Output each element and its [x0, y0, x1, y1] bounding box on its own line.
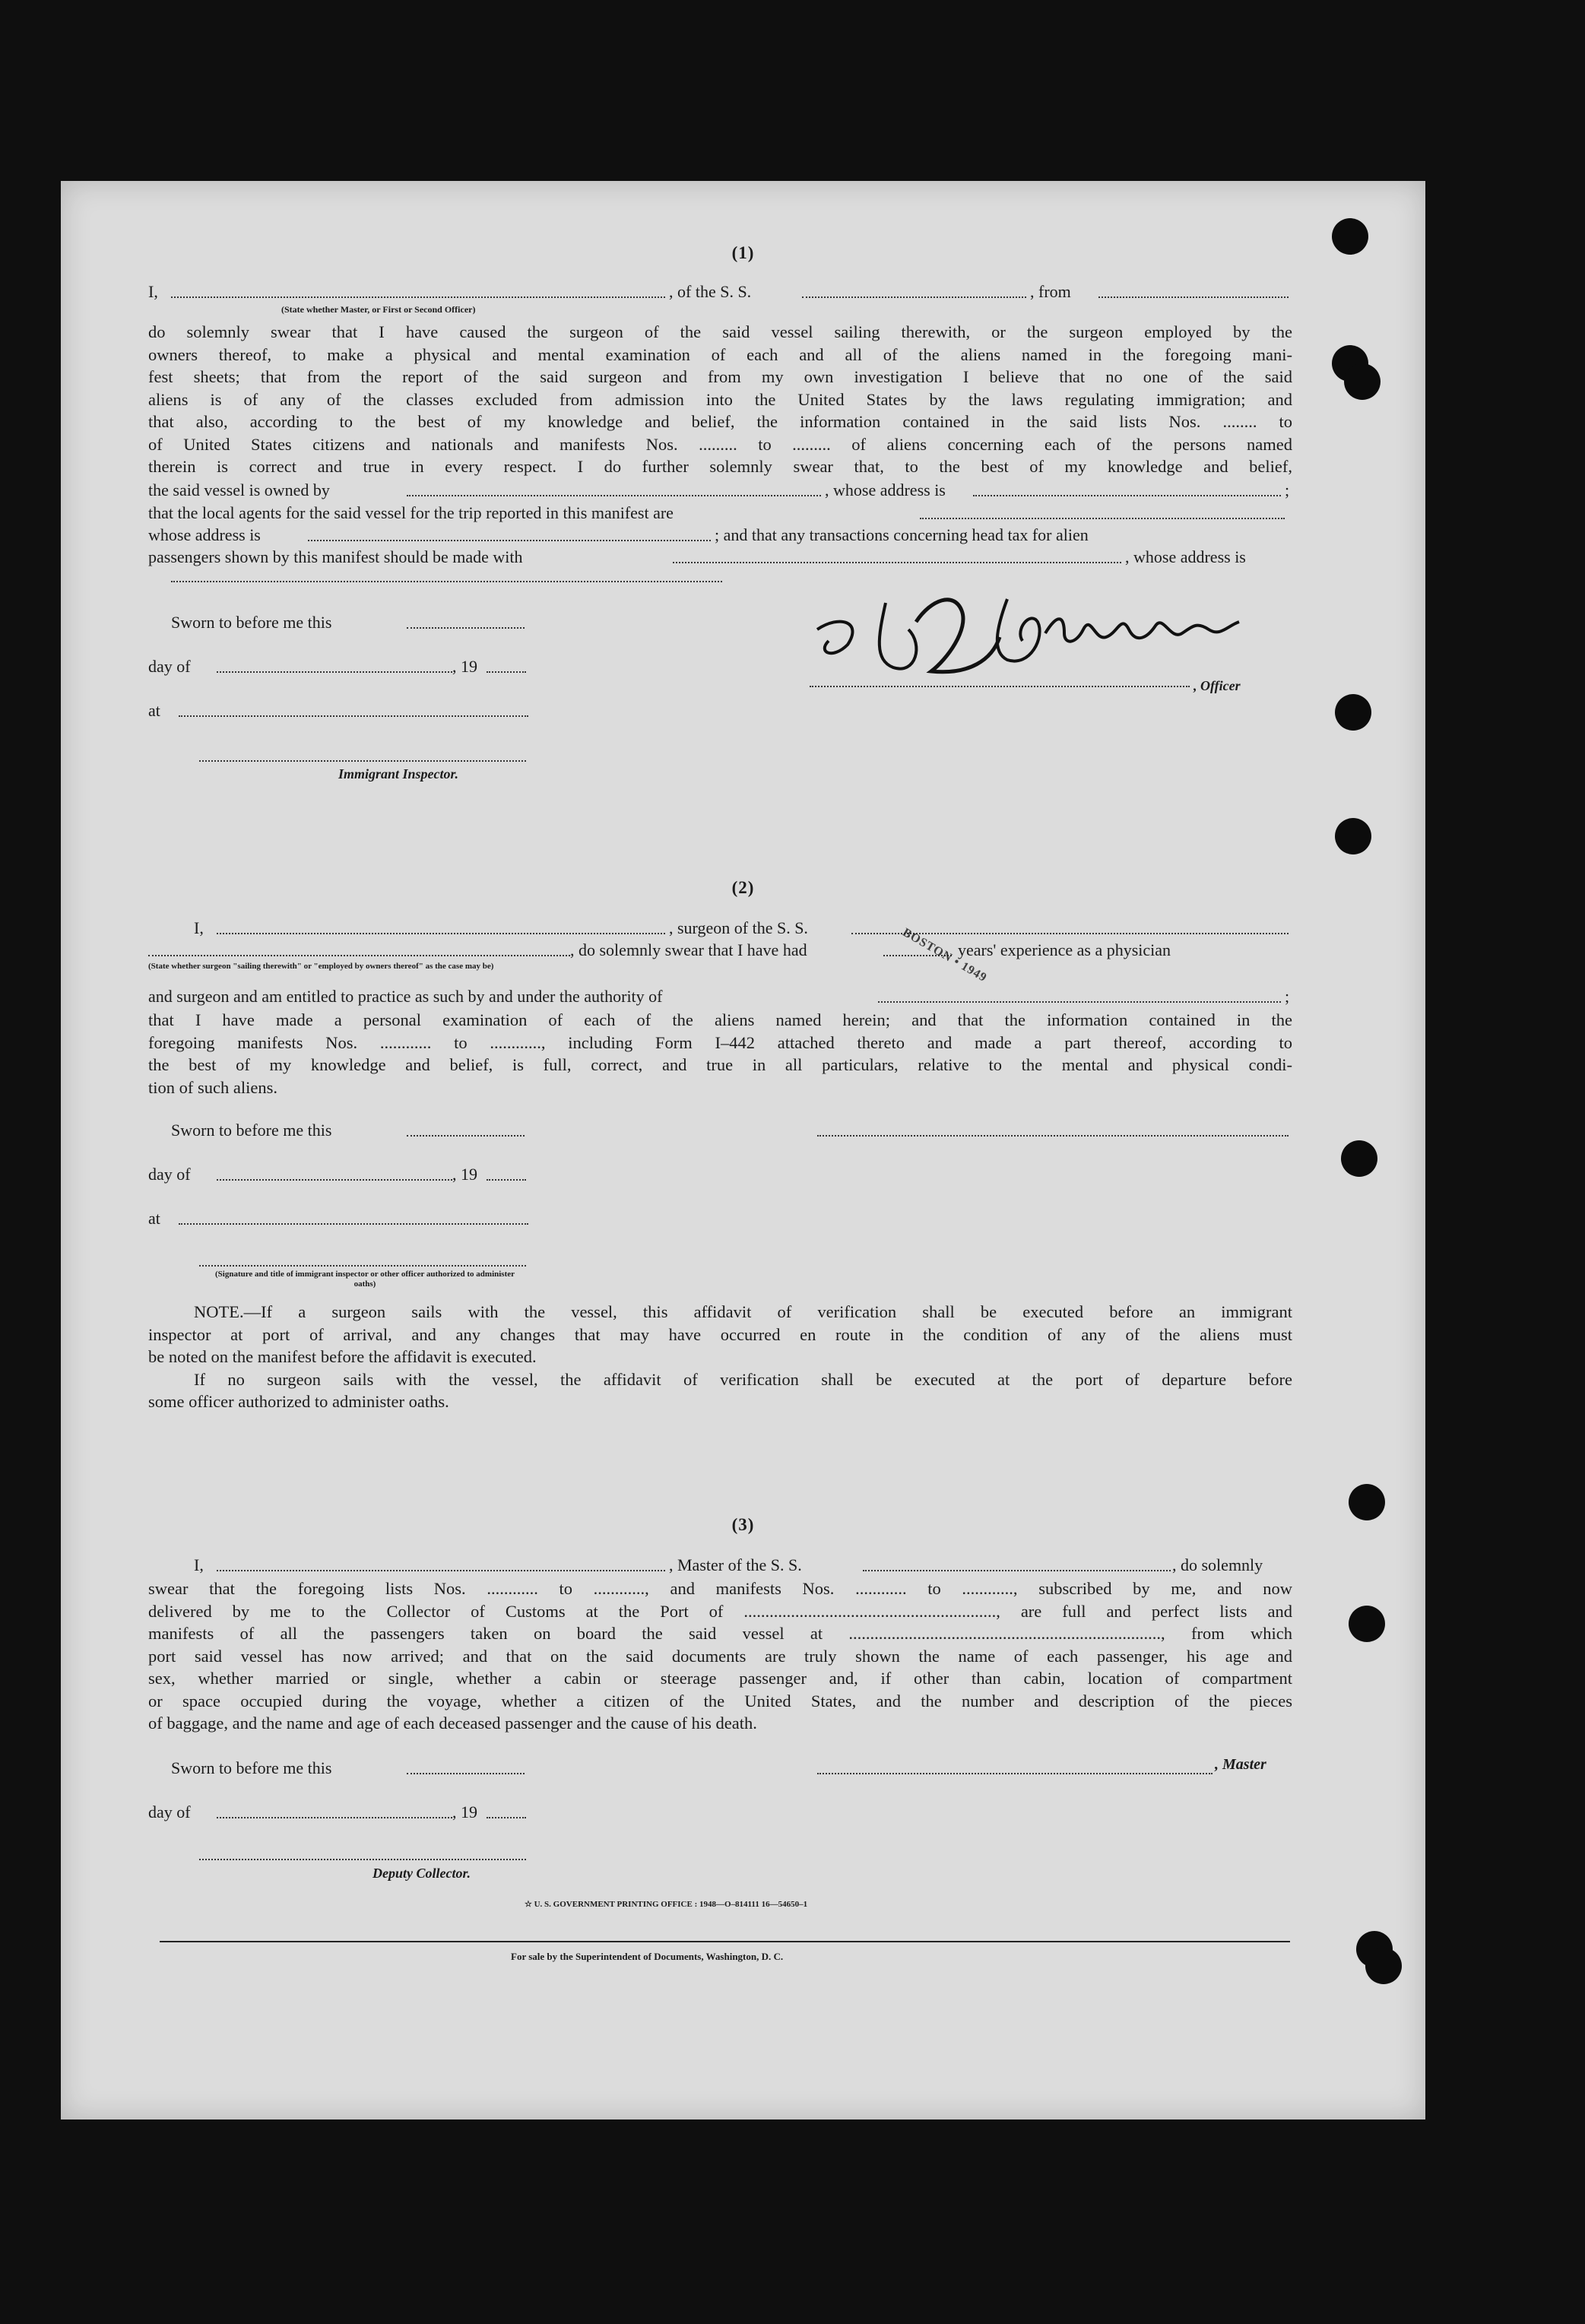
year-field-2[interactable]	[487, 1168, 526, 1181]
paragraph-line: foregoing manifests Nos. ............ to ............, including Form I–442 attached thereto and made a part thereof, according to	[148, 1032, 1292, 1052]
paragraph-line: delivered by me to the Collector of Customs at the Port of ..........................................................., are full and perfect lists and	[148, 1601, 1292, 1621]
paragraph-line: of baggage, and the name and age of each deceased passenger and the cause of his death.	[148, 1714, 757, 1733]
month-field-1[interactable]	[217, 661, 452, 673]
section-2-number: (2)	[731, 878, 755, 897]
agent-address-label: whose address is	[148, 525, 261, 544]
sworn-day-field-3[interactable]	[407, 1762, 525, 1774]
inspector-label-1: Immigrant Inspector.	[338, 766, 459, 782]
owner-address-label: , whose address is	[825, 480, 946, 499]
paragraph-line: tion of such aliens.	[148, 1077, 277, 1097]
master-label: , Master	[1215, 1756, 1266, 1773]
local-agents-label: that the local agents for the said vessel for the trip reported in this manifest are	[148, 503, 674, 522]
swear-label: , do solemnly swear that I have had	[570, 940, 807, 959]
paragraph-line: port said vessel has now arrived; and that on the said documents are truly shown the name of each passenger, his age and	[148, 1646, 1292, 1666]
head-tax-label: ; and that any transactions concerning head tax for alien	[715, 525, 1089, 544]
paragraph-line: of United States citizens and nationals and manifests Nos. ......... to ......... of aliens concerning each of the persons named	[148, 434, 1292, 454]
note-line: NOTE.—If a surgeon sails with the vessel, this affidavit of verification shall be executed before an immigrant	[194, 1302, 1292, 1321]
section-1-number: (1)	[731, 243, 755, 262]
paragraph-line: aliens is of any of the classes excluded from admission into the United States by the laws regulating immigration; and	[148, 389, 1292, 409]
paragraph-line: the best of my knowledge and belief, is full, correct, and true in all particulars, relative to the mental and physical condi-	[148, 1055, 1292, 1074]
binder-hole	[1335, 818, 1371, 854]
section-2-paragraph	[148, 1009, 1292, 1099]
day-of-label-3: day of	[148, 1802, 191, 1821]
at-place-field-2[interactable]	[179, 1213, 528, 1225]
surgeon-of-label: , surgeon of the S. S.	[669, 918, 808, 937]
binder-hole	[1349, 1606, 1385, 1642]
surgeon-status-field[interactable]	[148, 944, 570, 956]
of-the-ss-label: , of the S. S.	[669, 282, 752, 301]
head-tax-contact-field[interactable]	[673, 551, 1121, 563]
from-port-field[interactable]	[1098, 286, 1289, 298]
year-field-1[interactable]	[487, 661, 526, 673]
form-page	[61, 181, 1425, 2120]
from-label: , from	[1030, 282, 1071, 301]
owned-by-label: the said vessel is owned by	[148, 480, 330, 499]
day-of-label-2: day of	[148, 1165, 191, 1184]
sworn-label-1: Sworn to before me this	[171, 613, 332, 632]
officer-note: (State whether Master, or First or Second Officer)	[281, 304, 476, 315]
footer-rule	[160, 1941, 1290, 1942]
sworn-label-2: Sworn to before me this	[171, 1121, 332, 1140]
section-2-i-label: I,	[194, 918, 204, 937]
at-label-2: at	[148, 1209, 160, 1228]
year-label-3: , 19	[452, 1802, 477, 1821]
paragraph-line: owners thereof, to make a physical and mental examination of each and all of the aliens named in the foregoing mani-	[148, 344, 1292, 364]
binder-hole	[1335, 694, 1371, 731]
solemnly-label: , do solemnly	[1172, 1555, 1263, 1574]
deputy-collector-signature-line[interactable]	[199, 1857, 526, 1860]
binder-hole	[1365, 1948, 1402, 1984]
sworn-label-3: Sworn to before me this	[171, 1758, 332, 1777]
year-label-1: , 19	[452, 657, 477, 676]
master-signature-field[interactable]	[817, 1762, 1213, 1774]
paragraph-line: therein is correct and true in every respect. I do further solemnly swear that, to the best of my knowledge and belief,	[148, 457, 1292, 476]
note-line: some officer authorized to administer oaths.	[148, 1392, 449, 1411]
section-3-number: (3)	[731, 1515, 755, 1534]
surgeon-note: (State whether surgeon "sailing therewith" or "employed by owners thereof" as the case may be)	[148, 962, 494, 971]
paragraph-line: sex, whether married or single, whether a cabin or steerage passenger and, if other than cabin, location of compartment	[148, 1669, 1292, 1688]
master-of-label: , Master of the S. S.	[669, 1555, 802, 1574]
contact-address-label: , whose address is	[1125, 547, 1246, 566]
local-agents-field[interactable]	[920, 507, 1285, 519]
section-3-paragraph	[148, 1577, 1292, 1735]
paragraph-line: swear that the foregoing lists Nos. ............ to ............, and manifests Nos. ............ to ............, subscribed by me, and now	[148, 1579, 1292, 1598]
section-3-i-label: I,	[194, 1555, 204, 1574]
note-line: inspector at port of arrival, and any changes that may have occurred en route in the condition of any of the aliens must	[148, 1324, 1292, 1344]
surgeon-name-field[interactable]	[217, 922, 665, 934]
inspector-signature-line-2[interactable]	[199, 1263, 526, 1267]
deputy-collector-label: Deputy Collector.	[372, 1866, 471, 1881]
officer-signature-line[interactable]	[810, 684, 1190, 687]
contact-address-field[interactable]	[171, 570, 722, 582]
surgeon-signature-field[interactable]	[817, 1124, 1289, 1137]
experience-label: years' experience as a physician	[958, 940, 1171, 959]
binder-hole	[1332, 218, 1368, 255]
binder-hole	[1344, 363, 1381, 400]
day-of-label-1: day of	[148, 657, 191, 676]
year-field-3[interactable]	[487, 1806, 526, 1818]
for-sale-line: For sale by the Superintendent of Documents, Washington, D. C.	[511, 1951, 784, 1962]
month-field-3[interactable]	[217, 1806, 452, 1818]
month-field-2[interactable]	[217, 1168, 452, 1181]
owner-address-field[interactable]	[973, 484, 1281, 496]
sworn-day-field-2[interactable]	[407, 1124, 525, 1137]
master-name-field[interactable]	[217, 1559, 665, 1571]
passengers-line-label: passengers shown by this manifest should be made with	[148, 547, 523, 566]
paragraph-line: manifests of all the passengers taken on board the said vessel at ........................................................................., from which	[148, 1624, 1292, 1643]
paragraph-line: that I have made a personal examination of each of the aliens named herein; and that the information contained in the	[148, 1010, 1292, 1029]
vessel-name-field-3[interactable]	[863, 1559, 1171, 1571]
authority-field[interactable]	[878, 991, 1281, 1003]
signature-note: (Signature and title of immigrant inspector or other officer authorized to administer oaths)	[214, 1270, 515, 1289]
section-1-paragraph	[148, 321, 1292, 478]
semicolon: ;	[1285, 987, 1290, 1006]
section-1-i-label: I,	[148, 282, 158, 301]
paragraph-line: or space occupied during the voyage, whether a citizen of the United States, and the number and description of the pieces	[148, 1691, 1292, 1711]
agent-address-field[interactable]	[308, 529, 711, 541]
at-place-field-1[interactable]	[179, 705, 528, 717]
semicolon: ;	[1285, 480, 1290, 499]
note-line: If no surgeon sails with the vessel, the affidavit of verification shall be executed at the port of departure before	[194, 1369, 1292, 1389]
sworn-day-field-1[interactable]	[407, 617, 525, 629]
binder-hole	[1341, 1140, 1377, 1177]
printing-office-line: ☆ U. S. GOVERNMENT PRINTING OFFICE : 1948—O–814111 16—54650–1	[525, 1900, 808, 1909]
authority-label: and surgeon and am entitled to practice as such by and under the authority of	[148, 987, 663, 1006]
owner-field[interactable]	[407, 484, 821, 496]
binder-hole	[1349, 1484, 1385, 1520]
vessel-name-field-1[interactable]	[802, 286, 1026, 298]
officer-name-field[interactable]	[171, 286, 665, 298]
year-label-2: , 19	[452, 1165, 477, 1184]
note-line: be noted on the manifest before the affidavit is executed.	[148, 1347, 537, 1366]
paragraph-line: fest sheets; that from the report of the said surgeon and from my own investigation I believe that no one of the said	[148, 367, 1292, 386]
paragraph-line: do solemnly swear that I have caused the surgeon of the said vessel sailing therewith, or the surgeon employed by the	[148, 322, 1292, 341]
at-label-1: at	[148, 701, 160, 720]
paragraph-line: that also, according to the best of my knowledge and belief, the information contained in the said lists Nos. ........ to	[148, 412, 1292, 431]
officer-label: , Officer	[1194, 678, 1241, 693]
officer-signature	[802, 569, 1289, 683]
ink-stamp: BOSTON • 1949	[900, 925, 990, 985]
note-paragraph	[148, 1301, 1292, 1413]
inspector-signature-line-1[interactable]	[199, 759, 526, 762]
